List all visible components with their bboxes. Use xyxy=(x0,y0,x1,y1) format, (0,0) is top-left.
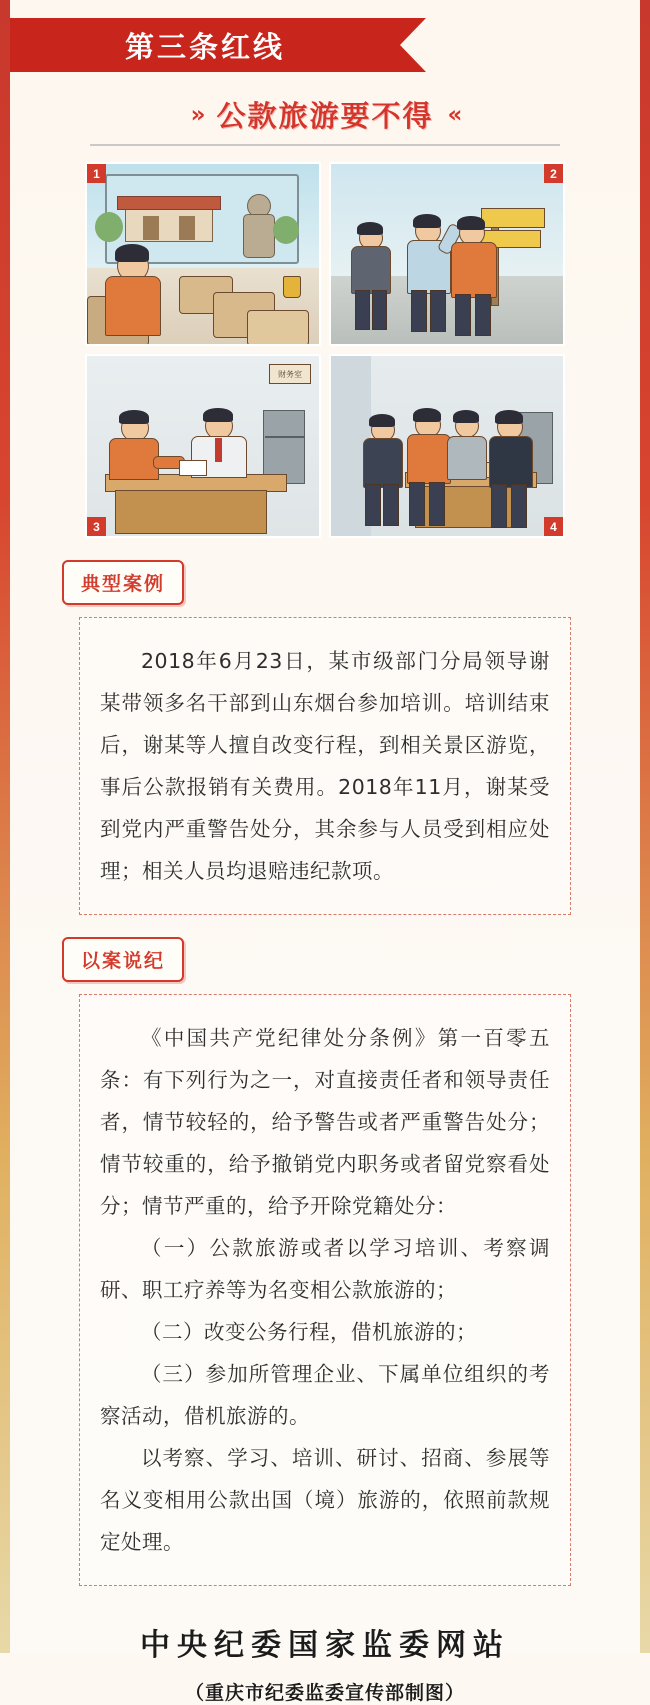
person-b-leg-a xyxy=(409,482,425,526)
clerk-tie xyxy=(215,438,222,462)
comic-panel-3 xyxy=(85,354,321,538)
person-right-leg-b xyxy=(475,294,491,336)
right-edge-strip xyxy=(640,0,650,1653)
discipline-paragraph: 《中国共产党纪律处分条例》第一百零五条：有下列行为之一，对直接责任者和领导责任者，情节较轻的，给予警告或者严重警告处分；情节较重的，给予撤销党内职务或者留党察看处分；情节严重的，给予开除党籍处分： xyxy=(100,1026,550,1218)
person-d-body xyxy=(489,436,533,488)
comic-panel-1 xyxy=(85,162,321,346)
subtitle-block xyxy=(0,94,650,146)
cabinet-line xyxy=(265,436,305,438)
person-right-hair xyxy=(457,216,485,230)
person-left-hair xyxy=(357,222,383,235)
person-left-leg-a xyxy=(355,290,370,330)
gate-roof xyxy=(117,196,221,210)
panel-number: 1 xyxy=(87,164,106,183)
footer-credit: （重庆市纪委监委宣传部制图） xyxy=(184,1682,465,1704)
chevron-left-icon: « xyxy=(447,101,460,128)
panel-number: 3 xyxy=(87,517,106,536)
passenger-body xyxy=(105,276,161,336)
receipt-paper xyxy=(179,460,207,476)
discipline-paragraph: 以考察、学习、培训、研讨、招商、参展等名义变相用公款出国（境）旅游的，依照前款规定处理。 xyxy=(100,1446,550,1554)
visitor-hair xyxy=(119,410,149,424)
person-a-hair xyxy=(369,414,395,427)
subtitle-divider xyxy=(90,144,560,146)
clerk-hair xyxy=(203,408,233,422)
discipline-paragraph: （一）公款旅游或者以学习培训、考察调研、职工疗养等为名变相公款旅游的； xyxy=(100,1236,550,1302)
person-c-hair xyxy=(453,410,479,423)
person-b-leg-b xyxy=(429,482,445,526)
person-a-leg-a xyxy=(365,484,381,526)
gate-pillar-left xyxy=(143,216,159,240)
banner-title: 第三条红线 xyxy=(124,29,285,64)
footer-site-name: 中央纪委国家监委网站 xyxy=(140,1628,510,1663)
comic-panel-2 xyxy=(329,162,565,346)
person-d-leg-a xyxy=(491,484,507,528)
title-banner xyxy=(10,18,400,72)
tree-left xyxy=(95,212,123,242)
visitor-body xyxy=(109,438,159,480)
section-tag-discipline: 以案说纪 xyxy=(62,937,184,982)
statue-body xyxy=(243,214,275,258)
gate-pillar-right xyxy=(179,216,195,240)
left-edge-strip xyxy=(0,0,10,1653)
filing-cabinet xyxy=(263,410,305,484)
person-d-leg-b xyxy=(511,484,527,528)
person-c-body xyxy=(447,436,487,480)
banner-area xyxy=(0,0,650,90)
panel-number: 4 xyxy=(544,517,563,536)
person-a-leg-b xyxy=(383,484,399,526)
tea-cup xyxy=(283,276,301,298)
discipline-paragraph: （三）参加所管理企业、下属单位组织的考察活动，借机旅游的。 xyxy=(100,1362,550,1428)
person-mid-leg-a xyxy=(411,290,427,332)
discipline-text-box xyxy=(79,994,571,1586)
person-left-body xyxy=(351,246,391,294)
person-mid-hair xyxy=(413,214,441,228)
discipline-paragraph: （二）改变公务行程，借机旅游的； xyxy=(141,1320,477,1344)
panel-number: 2 xyxy=(544,164,563,183)
chevron-right-icon: » xyxy=(190,101,203,128)
person-right-leg-a xyxy=(455,294,471,336)
subtitle-row xyxy=(191,94,460,135)
footer xyxy=(0,1620,650,1705)
person-d-hair xyxy=(495,410,523,424)
person-b-body xyxy=(407,434,451,484)
person-left-leg-b xyxy=(372,290,387,330)
case-body: 2018年6月23日，某市级部门分局领导谢某带领多名干部到山东烟台参加培训。培训结束后，谢某等人擅自改变行程，到相关景区游览，事后公款报销有关费用。2018年11月，谢某受到党内严重警告处分，其余参与人员受到相应处理；相关人员均退赔违纪款项。 xyxy=(100,649,550,883)
tree-right xyxy=(273,216,299,244)
seat-3 xyxy=(247,310,309,346)
comic-grid xyxy=(85,162,565,538)
desk-front xyxy=(115,490,267,534)
passenger-hair xyxy=(115,244,149,262)
room-sign: 财务室 xyxy=(269,364,311,384)
person-a-body xyxy=(363,438,403,488)
section-tag-case: 典型案例 xyxy=(62,560,184,605)
sign-board-top xyxy=(481,208,545,228)
comic-panel-4 xyxy=(329,354,565,538)
case-text-box xyxy=(79,617,571,915)
page-subtitle: 公款旅游要不得 xyxy=(216,99,434,133)
person-mid-leg-b xyxy=(430,290,446,332)
person-right-body xyxy=(451,242,497,298)
person-b-hair xyxy=(413,408,441,422)
